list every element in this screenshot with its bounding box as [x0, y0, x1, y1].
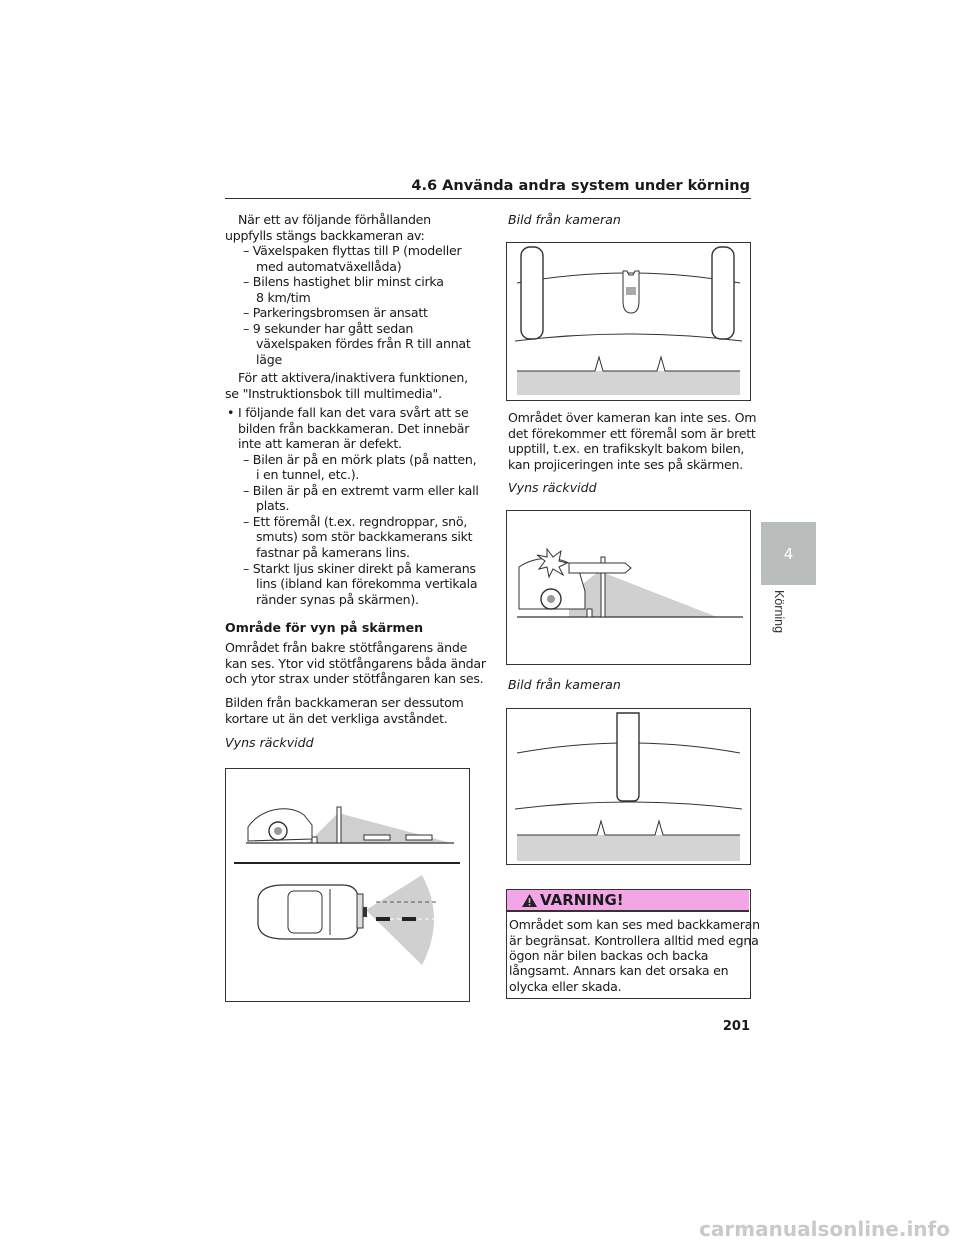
difficult-item-3-line-3: fastnar på kamerans lins.	[256, 545, 410, 560]
warning-line-5: olycka eller skada.	[509, 979, 622, 994]
shutoff-item-3: – Parkeringsbromsen är ansatt	[243, 305, 428, 320]
camera-image-2	[506, 708, 751, 865]
left-figure-caption: Vyns räckvidd	[225, 735, 314, 750]
activate-line-2: se "Instruktionsbok till multimedia".	[225, 386, 442, 401]
shutoff-item-1-line-1: – Växelspaken flyttas till P (modeller	[243, 243, 462, 258]
shutoff-item-4-line-2: växelspaken fördes från R till annat	[256, 336, 471, 351]
bullet-line-3: inte att kameran är defekt.	[238, 436, 402, 451]
warning-line-3: ögon när bilen backas och backa	[509, 948, 709, 963]
right-para-line-2: det förekommer ett föremål som är brett	[508, 426, 756, 441]
para1-line-3: och ytor strax under stötfångaren kan ses.	[225, 671, 484, 686]
intro-line-1: När ett av följande förhållanden	[238, 212, 431, 227]
chapter-label	[762, 590, 786, 652]
difficult-item-3-line-1: – Ett föremål (t.ex. regndroppar, snö,	[243, 514, 468, 529]
watermark: carmanualsonline.info	[699, 1217, 950, 1241]
subheading: Område för vyn på skärmen	[225, 620, 424, 635]
camera-image-1	[506, 242, 751, 401]
warning-line-2: är begränsat. Kontrollera alltid med egna	[509, 933, 759, 948]
shutoff-item-2-line-1: – Bilens hastighet blir minst cirka	[243, 274, 444, 289]
para1-line-1: Området från bakre stötfångarens ände	[225, 640, 468, 655]
para2-line-2: kortare ut än det verkliga avståndet.	[225, 711, 448, 726]
chapter-label-text: Körning	[772, 590, 786, 634]
difficult-item-2-line-1: – Bilen är på en extremt varm eller kall	[243, 483, 479, 498]
para1-line-2: kan ses. Ytor vid stötfångarens båda ändar	[225, 656, 486, 671]
warning-line-4: långsamt. Annars kan det orsaka en	[509, 963, 729, 978]
page-number: 201	[722, 1019, 750, 1034]
right-para-line-3: upptill, t.ex. en trafikskylt bakom bilen,	[508, 441, 745, 456]
header-rule	[225, 198, 751, 199]
bullet-line-1: I följande fall kan det vara svårt att se	[238, 405, 469, 420]
warning-title: VARNING!	[540, 891, 624, 909]
bullet: •	[227, 405, 235, 420]
difficult-item-4-line-3: ränder synas på skärmen).	[256, 592, 419, 607]
intro-line-2: uppfylls stängs backkameran av:	[225, 228, 425, 243]
caption-camera-2: Bild från kameran	[508, 677, 621, 692]
right-para-line-1: Området över kameran kan inte ses. Om	[508, 410, 757, 425]
difficult-item-3-line-2: smuts) som stör backkamerans sikt	[256, 529, 473, 544]
chapter-number: 4	[783, 545, 794, 563]
caption-camera-1: Bild från kameran	[508, 212, 621, 227]
shutoff-item-2-line-2: 8 km/tim	[256, 290, 311, 305]
para2-line-1: Bilden från backkameran ser dessutom	[225, 695, 464, 710]
activate-line-1: För att aktivera/inaktivera funktionen,	[238, 370, 468, 385]
view-range-figure	[225, 768, 470, 1002]
difficult-item-2-line-2: plats.	[256, 498, 290, 513]
sign-range-figure	[506, 510, 751, 665]
shutoff-item-4-line-1: – 9 sekunder har gått sedan	[243, 321, 414, 336]
shutoff-item-1-line-2: med automatväxellåda)	[256, 259, 402, 274]
right-para-line-4: kan projiceringen inte ses på skärmen.	[508, 457, 743, 472]
caption-view-range: Vyns räckvidd	[508, 480, 597, 495]
difficult-item-1-line-1: – Bilen är på en mörk plats (på natten,	[243, 452, 477, 467]
section-header: 4.6 Använda andra system under körning	[411, 178, 750, 194]
difficult-item-4-line-1: – Starkt ljus skiner direkt på kamerans	[243, 561, 476, 576]
warning-triangle-icon	[521, 893, 538, 908]
difficult-item-1-line-2: i en tunnel, etc.).	[256, 467, 360, 482]
bullet-line-2: bilden från backkameran. Det innebär	[238, 421, 470, 436]
difficult-item-4-line-2: lins (ibland kan förekomma vertikala	[256, 576, 478, 591]
warning-line-1: Området som kan ses med backkameran	[509, 917, 760, 932]
shutoff-item-4-line-3: läge	[256, 352, 282, 367]
